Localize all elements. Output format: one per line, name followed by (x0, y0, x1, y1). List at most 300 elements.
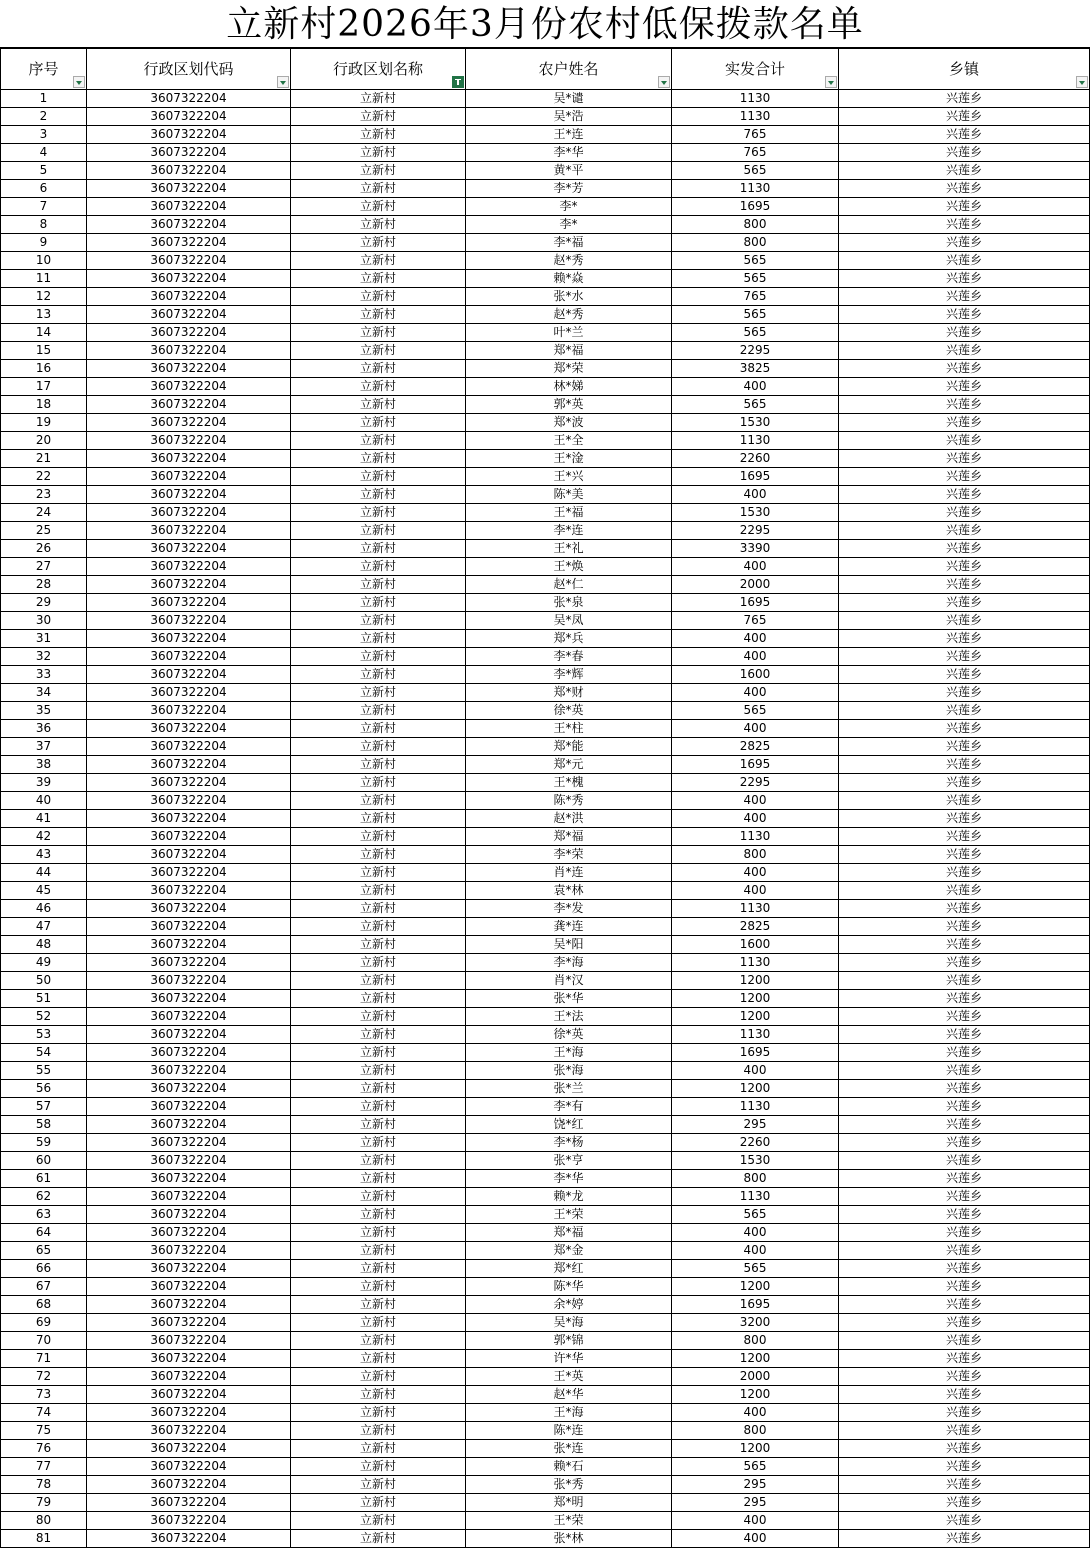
cell-village[interactable]: 立新村 (291, 324, 466, 342)
cell-index[interactable]: 41 (1, 810, 87, 828)
cell-index[interactable]: 4 (1, 144, 87, 162)
cell-index[interactable]: 76 (1, 1440, 87, 1458)
cell-amount[interactable]: 3825 (672, 360, 839, 378)
cell-name[interactable]: 王*礼 (466, 540, 672, 558)
cell-amount[interactable]: 1695 (672, 468, 839, 486)
cell-village[interactable]: 立新村 (291, 1134, 466, 1152)
cell-town[interactable]: 兴莲乡 (839, 1386, 1090, 1404)
cell-village[interactable]: 立新村 (291, 1206, 466, 1224)
cell-name[interactable]: 王*焕 (466, 558, 672, 576)
cell-village[interactable]: 立新村 (291, 234, 466, 252)
cell-amount[interactable]: 400 (672, 486, 839, 504)
cell-village[interactable]: 立新村 (291, 540, 466, 558)
cell-village[interactable]: 立新村 (291, 900, 466, 918)
cell-code[interactable]: 3607322204 (87, 558, 291, 576)
cell-code[interactable]: 3607322204 (87, 1314, 291, 1332)
filter-dropdown-icon[interactable] (73, 76, 85, 88)
cell-village[interactable]: 立新村 (291, 450, 466, 468)
cell-name[interactable]: 王*福 (466, 504, 672, 522)
cell-amount[interactable]: 765 (672, 612, 839, 630)
cell-amount[interactable]: 800 (672, 216, 839, 234)
cell-amount[interactable]: 765 (672, 126, 839, 144)
cell-code[interactable]: 3607322204 (87, 1242, 291, 1260)
cell-town[interactable]: 兴莲乡 (839, 198, 1090, 216)
cell-code[interactable]: 3607322204 (87, 702, 291, 720)
cell-village[interactable]: 立新村 (291, 432, 466, 450)
cell-code[interactable]: 3607322204 (87, 576, 291, 594)
cell-amount[interactable]: 1130 (672, 828, 839, 846)
cell-town[interactable]: 兴莲乡 (839, 540, 1090, 558)
cell-index[interactable]: 74 (1, 1404, 87, 1422)
cell-village[interactable]: 立新村 (291, 396, 466, 414)
cell-town[interactable]: 兴莲乡 (839, 954, 1090, 972)
cell-code[interactable]: 3607322204 (87, 1008, 291, 1026)
cell-code[interactable]: 3607322204 (87, 1422, 291, 1440)
cell-code[interactable]: 3607322204 (87, 1332, 291, 1350)
cell-amount[interactable]: 295 (672, 1116, 839, 1134)
cell-amount[interactable]: 800 (672, 1422, 839, 1440)
cell-amount[interactable]: 1130 (672, 1026, 839, 1044)
cell-code[interactable]: 3607322204 (87, 396, 291, 414)
cell-name[interactable]: 李*华 (466, 144, 672, 162)
cell-town[interactable]: 兴莲乡 (839, 1062, 1090, 1080)
cell-name[interactable]: 李* (466, 198, 672, 216)
cell-amount[interactable]: 1200 (672, 1350, 839, 1368)
cell-code[interactable]: 3607322204 (87, 594, 291, 612)
cell-amount[interactable]: 800 (672, 234, 839, 252)
cell-town[interactable]: 兴莲乡 (839, 918, 1090, 936)
cell-code[interactable]: 3607322204 (87, 180, 291, 198)
cell-code[interactable]: 3607322204 (87, 342, 291, 360)
cell-index[interactable]: 66 (1, 1260, 87, 1278)
cell-town[interactable]: 兴莲乡 (839, 864, 1090, 882)
cell-amount[interactable]: 295 (672, 1476, 839, 1494)
cell-code[interactable]: 3607322204 (87, 126, 291, 144)
cell-index[interactable]: 56 (1, 1080, 87, 1098)
cell-town[interactable]: 兴莲乡 (839, 1170, 1090, 1188)
cell-amount[interactable]: 800 (672, 1170, 839, 1188)
cell-code[interactable]: 3607322204 (87, 1368, 291, 1386)
cell-village[interactable]: 立新村 (291, 846, 466, 864)
cell-name[interactable]: 郑*福 (466, 1224, 672, 1242)
filter-dropdown-icon[interactable] (277, 76, 289, 88)
cell-index[interactable]: 77 (1, 1458, 87, 1476)
cell-amount[interactable]: 800 (672, 846, 839, 864)
cell-amount[interactable]: 1130 (672, 900, 839, 918)
cell-amount[interactable]: 1130 (672, 1188, 839, 1206)
cell-name[interactable]: 王*柱 (466, 720, 672, 738)
cell-village[interactable]: 立新村 (291, 594, 466, 612)
cell-village[interactable]: 立新村 (291, 198, 466, 216)
cell-name[interactable]: 赵*华 (466, 1386, 672, 1404)
cell-code[interactable]: 3607322204 (87, 162, 291, 180)
cell-town[interactable]: 兴莲乡 (839, 792, 1090, 810)
cell-amount[interactable]: 2825 (672, 918, 839, 936)
cell-name[interactable]: 王*荣 (466, 1206, 672, 1224)
cell-code[interactable]: 3607322204 (87, 378, 291, 396)
cell-index[interactable]: 75 (1, 1422, 87, 1440)
cell-town[interactable]: 兴莲乡 (839, 1260, 1090, 1278)
cell-code[interactable]: 3607322204 (87, 738, 291, 756)
cell-name[interactable]: 赵*洪 (466, 810, 672, 828)
cell-amount[interactable]: 1695 (672, 1296, 839, 1314)
cell-amount[interactable]: 295 (672, 1494, 839, 1512)
cell-town[interactable]: 兴莲乡 (839, 1116, 1090, 1134)
cell-name[interactable]: 张*连 (466, 1440, 672, 1458)
cell-town[interactable]: 兴莲乡 (839, 324, 1090, 342)
cell-name[interactable]: 郑*红 (466, 1260, 672, 1278)
cell-index[interactable]: 58 (1, 1116, 87, 1134)
cell-amount[interactable]: 400 (672, 1242, 839, 1260)
cell-village[interactable]: 立新村 (291, 1116, 466, 1134)
cell-name[interactable]: 吴*凤 (466, 612, 672, 630)
cell-amount[interactable]: 2000 (672, 576, 839, 594)
cell-code[interactable]: 3607322204 (87, 1278, 291, 1296)
cell-name[interactable]: 郑*福 (466, 342, 672, 360)
cell-index[interactable]: 8 (1, 216, 87, 234)
cell-code[interactable]: 3607322204 (87, 1098, 291, 1116)
cell-amount[interactable]: 765 (672, 288, 839, 306)
cell-village[interactable]: 立新村 (291, 414, 466, 432)
cell-village[interactable]: 立新村 (291, 90, 466, 108)
cell-index[interactable]: 78 (1, 1476, 87, 1494)
cell-name[interactable]: 郭*英 (466, 396, 672, 414)
cell-index[interactable]: 64 (1, 1224, 87, 1242)
cell-village[interactable]: 立新村 (291, 1152, 466, 1170)
cell-amount[interactable]: 1200 (672, 1278, 839, 1296)
cell-index[interactable]: 32 (1, 648, 87, 666)
cell-village[interactable]: 立新村 (291, 918, 466, 936)
active-filter-icon[interactable] (452, 76, 464, 88)
cell-town[interactable]: 兴莲乡 (839, 522, 1090, 540)
cell-village[interactable]: 立新村 (291, 108, 466, 126)
cell-village[interactable]: 立新村 (291, 1404, 466, 1422)
cell-name[interactable]: 王*法 (466, 1008, 672, 1026)
cell-amount[interactable]: 400 (672, 1530, 839, 1548)
cell-index[interactable]: 44 (1, 864, 87, 882)
cell-name[interactable]: 陈*连 (466, 1422, 672, 1440)
cell-town[interactable]: 兴莲乡 (839, 360, 1090, 378)
cell-code[interactable]: 3607322204 (87, 918, 291, 936)
cell-name[interactable]: 吴*海 (466, 1314, 672, 1332)
cell-amount[interactable]: 565 (672, 306, 839, 324)
cell-town[interactable]: 兴莲乡 (839, 126, 1090, 144)
cell-village[interactable]: 立新村 (291, 504, 466, 522)
cell-town[interactable]: 兴莲乡 (839, 846, 1090, 864)
cell-index[interactable]: 43 (1, 846, 87, 864)
cell-index[interactable]: 3 (1, 126, 87, 144)
cell-amount[interactable]: 1130 (672, 108, 839, 126)
cell-village[interactable]: 立新村 (291, 1026, 466, 1044)
cell-code[interactable]: 3607322204 (87, 252, 291, 270)
cell-name[interactable]: 郑*荣 (466, 360, 672, 378)
cell-code[interactable]: 3607322204 (87, 540, 291, 558)
cell-village[interactable]: 立新村 (291, 1386, 466, 1404)
cell-village[interactable]: 立新村 (291, 1008, 466, 1026)
cell-amount[interactable]: 565 (672, 270, 839, 288)
cell-index[interactable]: 21 (1, 450, 87, 468)
cell-index[interactable]: 33 (1, 666, 87, 684)
cell-index[interactable]: 79 (1, 1494, 87, 1512)
cell-code[interactable]: 3607322204 (87, 900, 291, 918)
cell-index[interactable]: 71 (1, 1350, 87, 1368)
cell-code[interactable]: 3607322204 (87, 486, 291, 504)
cell-village[interactable]: 立新村 (291, 522, 466, 540)
cell-amount[interactable]: 1695 (672, 756, 839, 774)
cell-index[interactable]: 63 (1, 1206, 87, 1224)
cell-village[interactable]: 立新村 (291, 576, 466, 594)
cell-town[interactable]: 兴莲乡 (839, 306, 1090, 324)
cell-name[interactable]: 王*荣 (466, 1512, 672, 1530)
cell-name[interactable]: 陈*美 (466, 486, 672, 504)
cell-village[interactable]: 立新村 (291, 954, 466, 972)
cell-village[interactable]: 立新村 (291, 1080, 466, 1098)
cell-name[interactable]: 吴*浩 (466, 108, 672, 126)
cell-index[interactable]: 31 (1, 630, 87, 648)
cell-amount[interactable]: 2000 (672, 1368, 839, 1386)
cell-index[interactable]: 15 (1, 342, 87, 360)
cell-town[interactable]: 兴莲乡 (839, 1296, 1090, 1314)
cell-code[interactable]: 3607322204 (87, 792, 291, 810)
cell-index[interactable]: 20 (1, 432, 87, 450)
cell-village[interactable]: 立新村 (291, 1530, 466, 1548)
cell-index[interactable]: 51 (1, 990, 87, 1008)
cell-town[interactable]: 兴莲乡 (839, 414, 1090, 432)
cell-amount[interactable]: 2260 (672, 1134, 839, 1152)
cell-name[interactable]: 张*亨 (466, 1152, 672, 1170)
cell-name[interactable]: 郭*锦 (466, 1332, 672, 1350)
cell-town[interactable]: 兴莲乡 (839, 738, 1090, 756)
cell-index[interactable]: 81 (1, 1530, 87, 1548)
cell-town[interactable]: 兴莲乡 (839, 1080, 1090, 1098)
cell-index[interactable]: 39 (1, 774, 87, 792)
cell-code[interactable]: 3607322204 (87, 810, 291, 828)
cell-amount[interactable]: 3390 (672, 540, 839, 558)
cell-amount[interactable]: 400 (672, 882, 839, 900)
cell-village[interactable]: 立新村 (291, 702, 466, 720)
cell-town[interactable]: 兴莲乡 (839, 666, 1090, 684)
cell-code[interactable]: 3607322204 (87, 1206, 291, 1224)
cell-name[interactable]: 吴*阳 (466, 936, 672, 954)
cell-village[interactable]: 立新村 (291, 990, 466, 1008)
cell-code[interactable]: 3607322204 (87, 522, 291, 540)
cell-code[interactable]: 3607322204 (87, 1134, 291, 1152)
cell-name[interactable]: 王*兴 (466, 468, 672, 486)
cell-town[interactable]: 兴莲乡 (839, 882, 1090, 900)
cell-name[interactable]: 赵*秀 (466, 306, 672, 324)
cell-code[interactable]: 3607322204 (87, 1404, 291, 1422)
cell-index[interactable]: 52 (1, 1008, 87, 1026)
cell-town[interactable]: 兴莲乡 (839, 342, 1090, 360)
cell-code[interactable]: 3607322204 (87, 432, 291, 450)
cell-name[interactable]: 赖*石 (466, 1458, 672, 1476)
cell-town[interactable]: 兴莲乡 (839, 432, 1090, 450)
cell-town[interactable]: 兴莲乡 (839, 558, 1090, 576)
cell-index[interactable]: 5 (1, 162, 87, 180)
cell-index[interactable]: 53 (1, 1026, 87, 1044)
cell-town[interactable]: 兴莲乡 (839, 252, 1090, 270)
cell-village[interactable]: 立新村 (291, 1044, 466, 1062)
cell-code[interactable]: 3607322204 (87, 990, 291, 1008)
cell-amount[interactable]: 565 (672, 162, 839, 180)
cell-name[interactable]: 郑*波 (466, 414, 672, 432)
cell-index[interactable]: 7 (1, 198, 87, 216)
cell-amount[interactable]: 565 (672, 396, 839, 414)
cell-name[interactable]: 李* (466, 216, 672, 234)
cell-index[interactable]: 47 (1, 918, 87, 936)
cell-village[interactable]: 立新村 (291, 774, 466, 792)
cell-village[interactable]: 立新村 (291, 360, 466, 378)
cell-code[interactable]: 3607322204 (87, 1296, 291, 1314)
cell-village[interactable]: 立新村 (291, 1260, 466, 1278)
cell-town[interactable]: 兴莲乡 (839, 756, 1090, 774)
cell-village[interactable]: 立新村 (291, 252, 466, 270)
cell-index[interactable]: 37 (1, 738, 87, 756)
cell-village[interactable]: 立新村 (291, 1062, 466, 1080)
cell-town[interactable]: 兴莲乡 (839, 990, 1090, 1008)
cell-town[interactable]: 兴莲乡 (839, 828, 1090, 846)
cell-village[interactable]: 立新村 (291, 144, 466, 162)
cell-town[interactable]: 兴莲乡 (839, 504, 1090, 522)
cell-name[interactable]: 陈*华 (466, 1278, 672, 1296)
cell-village[interactable]: 立新村 (291, 810, 466, 828)
cell-code[interactable]: 3607322204 (87, 1494, 291, 1512)
cell-index[interactable]: 6 (1, 180, 87, 198)
cell-amount[interactable]: 400 (672, 684, 839, 702)
cell-index[interactable]: 38 (1, 756, 87, 774)
cell-village[interactable]: 立新村 (291, 486, 466, 504)
cell-name[interactable]: 王*英 (466, 1368, 672, 1386)
cell-name[interactable]: 肖*汉 (466, 972, 672, 990)
cell-village[interactable]: 立新村 (291, 882, 466, 900)
cell-name[interactable]: 叶*兰 (466, 324, 672, 342)
cell-index[interactable]: 70 (1, 1332, 87, 1350)
cell-town[interactable]: 兴莲乡 (839, 1440, 1090, 1458)
cell-index[interactable]: 23 (1, 486, 87, 504)
cell-village[interactable]: 立新村 (291, 648, 466, 666)
cell-town[interactable]: 兴莲乡 (839, 1242, 1090, 1260)
cell-town[interactable]: 兴莲乡 (839, 486, 1090, 504)
cell-index[interactable]: 60 (1, 1152, 87, 1170)
cell-town[interactable]: 兴莲乡 (839, 1512, 1090, 1530)
cell-town[interactable]: 兴莲乡 (839, 180, 1090, 198)
cell-town[interactable]: 兴莲乡 (839, 1332, 1090, 1350)
cell-village[interactable]: 立新村 (291, 270, 466, 288)
cell-code[interactable]: 3607322204 (87, 1080, 291, 1098)
cell-amount[interactable]: 1200 (672, 1440, 839, 1458)
cell-village[interactable]: 立新村 (291, 558, 466, 576)
cell-town[interactable]: 兴莲乡 (839, 720, 1090, 738)
cell-code[interactable]: 3607322204 (87, 846, 291, 864)
cell-index[interactable]: 55 (1, 1062, 87, 1080)
cell-index[interactable]: 69 (1, 1314, 87, 1332)
cell-name[interactable]: 李*海 (466, 954, 672, 972)
cell-code[interactable]: 3607322204 (87, 270, 291, 288)
cell-village[interactable]: 立新村 (291, 468, 466, 486)
cell-code[interactable]: 3607322204 (87, 936, 291, 954)
cell-code[interactable]: 3607322204 (87, 720, 291, 738)
cell-index[interactable]: 67 (1, 1278, 87, 1296)
cell-town[interactable]: 兴莲乡 (839, 900, 1090, 918)
cell-amount[interactable]: 400 (672, 648, 839, 666)
cell-code[interactable]: 3607322204 (87, 1044, 291, 1062)
cell-name[interactable]: 李*春 (466, 648, 672, 666)
cell-code[interactable]: 3607322204 (87, 1026, 291, 1044)
cell-name[interactable]: 张*林 (466, 1530, 672, 1548)
cell-code[interactable]: 3607322204 (87, 882, 291, 900)
cell-amount[interactable]: 1200 (672, 990, 839, 1008)
cell-amount[interactable]: 1530 (672, 504, 839, 522)
cell-town[interactable]: 兴莲乡 (839, 648, 1090, 666)
cell-amount[interactable]: 800 (672, 1332, 839, 1350)
cell-town[interactable]: 兴莲乡 (839, 630, 1090, 648)
cell-index[interactable]: 22 (1, 468, 87, 486)
cell-town[interactable]: 兴莲乡 (839, 1044, 1090, 1062)
cell-name[interactable]: 李*华 (466, 1170, 672, 1188)
cell-index[interactable]: 1 (1, 90, 87, 108)
cell-code[interactable]: 3607322204 (87, 1440, 291, 1458)
cell-town[interactable]: 兴莲乡 (839, 1350, 1090, 1368)
cell-amount[interactable]: 400 (672, 810, 839, 828)
cell-amount[interactable]: 400 (672, 1404, 839, 1422)
cell-name[interactable]: 赖*龙 (466, 1188, 672, 1206)
cell-town[interactable]: 兴莲乡 (839, 162, 1090, 180)
cell-village[interactable]: 立新村 (291, 1188, 466, 1206)
cell-village[interactable]: 立新村 (291, 288, 466, 306)
cell-code[interactable]: 3607322204 (87, 756, 291, 774)
cell-village[interactable]: 立新村 (291, 180, 466, 198)
cell-name[interactable]: 王*海 (466, 1404, 672, 1422)
cell-village[interactable]: 立新村 (291, 1368, 466, 1386)
cell-name[interactable]: 郑*兵 (466, 630, 672, 648)
cell-code[interactable]: 3607322204 (87, 648, 291, 666)
cell-amount[interactable]: 2295 (672, 522, 839, 540)
cell-code[interactable]: 3607322204 (87, 1458, 291, 1476)
cell-index[interactable]: 17 (1, 378, 87, 396)
cell-code[interactable]: 3607322204 (87, 612, 291, 630)
cell-amount[interactable]: 565 (672, 1260, 839, 1278)
cell-code[interactable]: 3607322204 (87, 468, 291, 486)
cell-code[interactable]: 3607322204 (87, 504, 291, 522)
cell-name[interactable]: 王*槐 (466, 774, 672, 792)
cell-index[interactable]: 12 (1, 288, 87, 306)
cell-name[interactable]: 郑*能 (466, 738, 672, 756)
cell-index[interactable]: 72 (1, 1368, 87, 1386)
cell-index[interactable]: 45 (1, 882, 87, 900)
cell-code[interactable]: 3607322204 (87, 828, 291, 846)
cell-town[interactable]: 兴莲乡 (839, 936, 1090, 954)
cell-code[interactable]: 3607322204 (87, 144, 291, 162)
cell-amount[interactable]: 765 (672, 144, 839, 162)
cell-name[interactable]: 李*发 (466, 900, 672, 918)
cell-town[interactable]: 兴莲乡 (839, 1422, 1090, 1440)
cell-name[interactable]: 王*海 (466, 1044, 672, 1062)
cell-index[interactable]: 65 (1, 1242, 87, 1260)
cell-index[interactable]: 35 (1, 702, 87, 720)
cell-code[interactable]: 3607322204 (87, 630, 291, 648)
cell-amount[interactable]: 1200 (672, 972, 839, 990)
cell-name[interactable]: 吴*谴 (466, 90, 672, 108)
cell-village[interactable]: 立新村 (291, 1296, 466, 1314)
cell-town[interactable]: 兴莲乡 (839, 594, 1090, 612)
cell-index[interactable]: 11 (1, 270, 87, 288)
cell-village[interactable]: 立新村 (291, 1278, 466, 1296)
cell-code[interactable]: 3607322204 (87, 774, 291, 792)
cell-village[interactable]: 立新村 (291, 1458, 466, 1476)
cell-town[interactable]: 兴莲乡 (839, 810, 1090, 828)
cell-amount[interactable]: 1200 (672, 1080, 839, 1098)
cell-name[interactable]: 余*婷 (466, 1296, 672, 1314)
